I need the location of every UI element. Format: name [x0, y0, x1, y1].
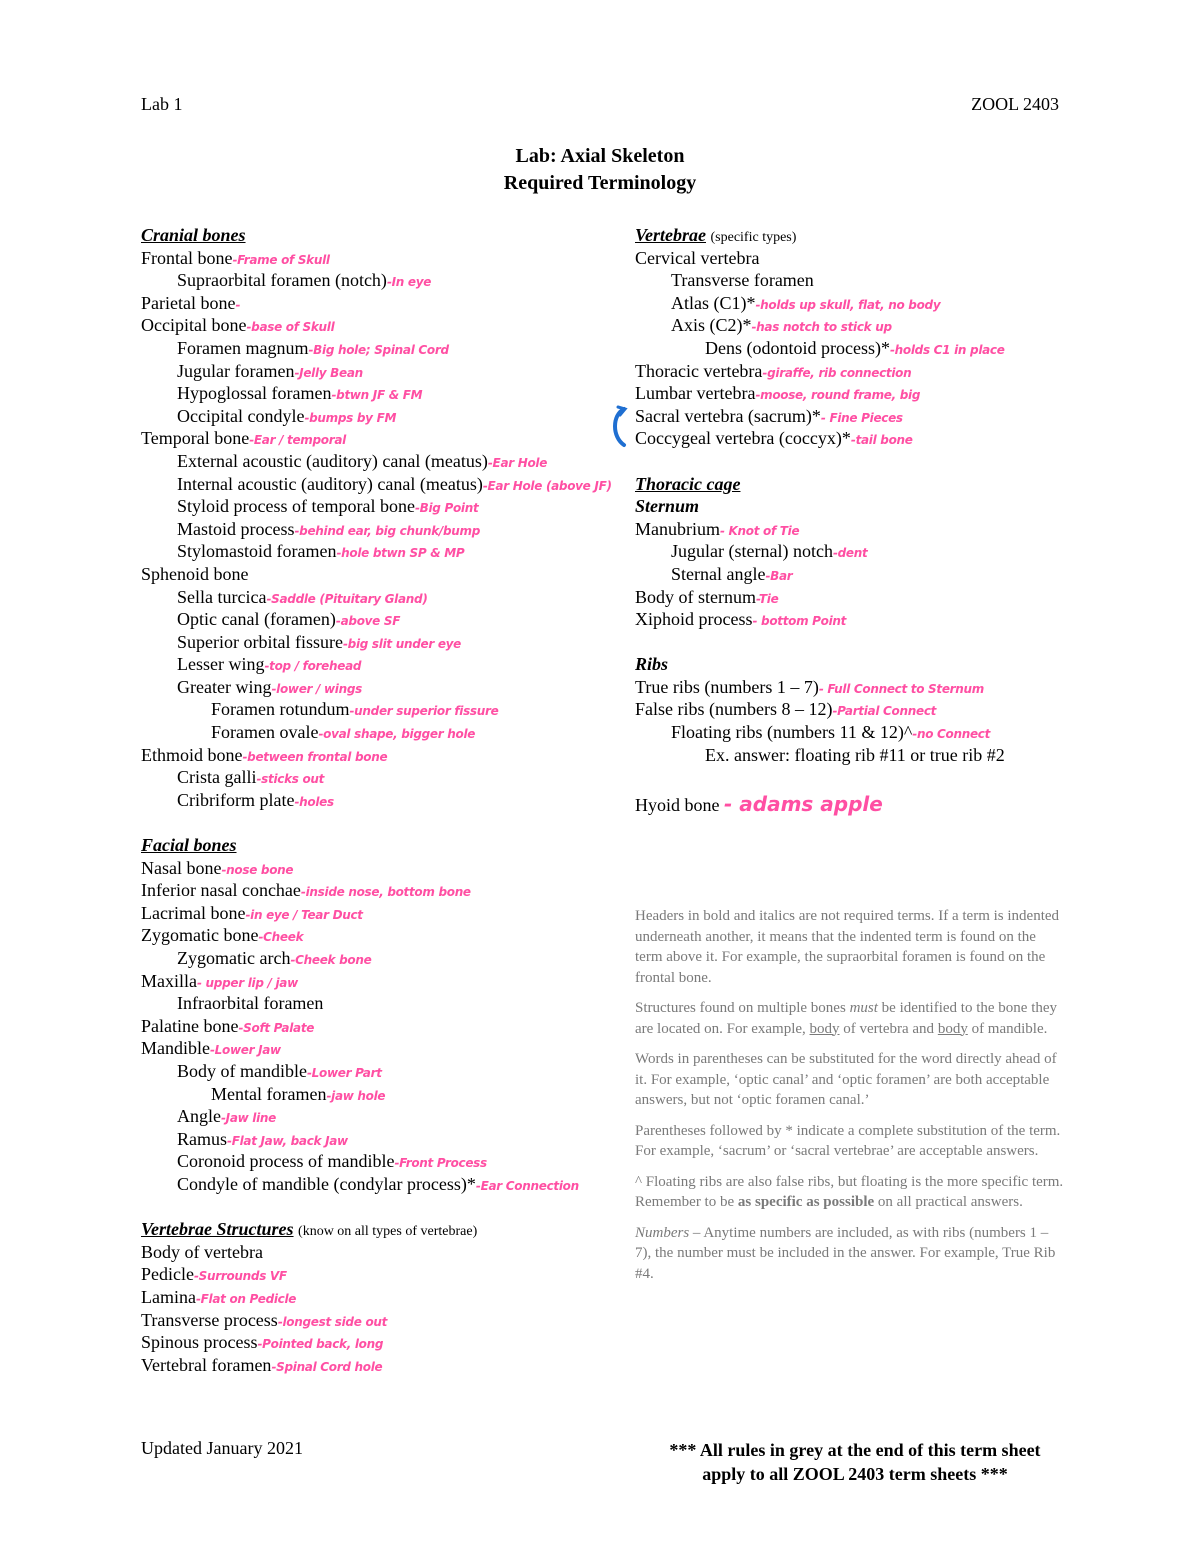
- annotation: - adams apple: [724, 791, 883, 816]
- term-jugular-foramen: Jugular foramen-Jelly Bean: [177, 360, 363, 381]
- term-sternal-angle: Sternal angle-Bar: [671, 563, 793, 584]
- annotation: -Jelly Bean: [294, 365, 363, 380]
- section-thoracic-cage: Thoracic cage: [635, 473, 741, 494]
- term-coccygeal: Coccygeal vertebra (coccyx)*-tail bone: [635, 428, 913, 449]
- annotation: -base of Skull: [246, 320, 335, 335]
- annotation: -Ear Connection: [475, 1178, 579, 1193]
- annotation: -bumps by FM: [304, 410, 397, 425]
- term-dens: Dens (odontoid process)*-holds C1 in place: [705, 337, 1005, 358]
- term-atlas: Atlas (C1)*-holds up skull, flat, no body: [671, 292, 941, 313]
- annotation: -has notch to stick up: [751, 320, 892, 335]
- annotation: -big slit under eye: [342, 636, 462, 651]
- rule-parentheses: Words in parentheses can be substituted for the word directly ahead of it. For example, ‘optic canal’ and ‘optic foramen’ are both acceptable answers, but not ‘optic foramen canal.’: [635, 1051, 1057, 1108]
- term-superior-orbital: Superior orbital fissure-big slit under eye: [177, 631, 462, 652]
- annotation: -: [235, 297, 241, 312]
- term-parietal: Parietal bone-: [141, 292, 241, 313]
- term-axis: Axis (C2)*-has notch to stick up: [671, 315, 892, 336]
- term-body-of-mandible: Body of mandible-Lower Part: [177, 1060, 382, 1081]
- term-zygomatic-arch: Zygomatic arch-Cheek bone: [177, 948, 372, 968]
- term-transverse-process: Transverse process-longest side out: [141, 1309, 388, 1330]
- annotation: -Flat on Pedicle: [195, 1291, 297, 1306]
- annotation: -Big hole; Spinal Cord: [308, 342, 449, 357]
- term-occipital-condyle: Occipital condyle-bumps by FM: [177, 405, 397, 426]
- term-styloid: Styloid process of temporal bone-Big Point: [177, 496, 479, 517]
- annotation: -Cheek bone: [290, 953, 372, 967]
- term-coronoid: Coronoid process of mandible-Front Process: [177, 1151, 487, 1172]
- term-supraorbital: Supraorbital foramen (notch)-In eye: [177, 270, 432, 291]
- curved-arrow-icon: [610, 405, 630, 449]
- term-greater-wing: Greater wing-lower / wings: [177, 676, 362, 697]
- header-lab: Lab 1: [141, 94, 183, 114]
- term-external-acoustic: External acoustic (auditory) canal (meatus)-Ear Hole: [177, 450, 548, 471]
- term-cervical: Cervical vertebra: [635, 247, 760, 268]
- annotation: -jaw hole: [326, 1088, 386, 1103]
- annotation: -hole btwn SP & MP: [336, 546, 465, 561]
- annotation: -between frontal bone: [242, 749, 388, 764]
- annotation: -Surrounds VF: [193, 1269, 287, 1284]
- annotation: -Ear Hole (above JF): [482, 478, 612, 493]
- annotation: -giraffe, rib connection: [762, 365, 912, 380]
- term-thoracic-vertebra: Thoracic vertebra-giraffe, rib connection: [635, 360, 912, 381]
- annotation: -Partial Connect: [832, 704, 937, 719]
- term-foramen-ovale: Foramen ovale-oval shape, bigger hole: [211, 722, 476, 743]
- annotation: -Lower Jaw: [210, 1043, 281, 1058]
- annotation: -oval shape, bigger hole: [318, 727, 476, 742]
- annotation: -above SF: [335, 614, 401, 629]
- rule-floating: ^ Floating ribs are also false ribs, but floating is the more specific term. Remember to be as specific as possible on all practical answers.: [635, 1173, 1064, 1210]
- annotation: -Bar: [765, 568, 793, 583]
- rules-block: [635, 906, 1065, 1294]
- term-angle: Angle-Jaw line: [177, 1106, 277, 1127]
- term-cribriform: Cribriform plate-holes: [177, 789, 334, 810]
- section-vertebrae-structures: Vertebrae Structures (know on all types of vertebrae): [141, 1219, 478, 1240]
- term-spinous-process: Spinous process-Pointed back, long: [141, 1332, 384, 1353]
- term-internal-acoustic: Internal acoustic (auditory) canal (meatus)-Ear Hole (above JF): [177, 473, 612, 494]
- term-jugular-notch: Jugular (sternal) notch-dent: [671, 541, 868, 562]
- term-mental-foramen: Mental foramen-jaw hole: [211, 1083, 386, 1104]
- term-temporal: Temporal bone-Ear / temporal: [141, 428, 346, 449]
- annotation: -btwn JF & FM: [331, 388, 423, 403]
- annotation: -Front Process: [394, 1156, 487, 1171]
- ribs-example: Ex. answer: floating rib #11 or true rib #2: [705, 744, 1005, 765]
- term-condyle-mandible: Condyle of mandible (condylar process)*-Ear Connection: [177, 1173, 579, 1194]
- annotation: -holds C1 in place: [889, 342, 1005, 357]
- page-title: Lab: Axial Skeleton: [515, 145, 685, 167]
- term-vertebral-foramen: Vertebral foramen-Spinal Cord hole: [141, 1354, 383, 1375]
- subsection-ribs: Ribs: [635, 654, 669, 675]
- term-body-of-vertebra: Body of vertebra: [141, 1241, 263, 1262]
- annotation: -Cheek: [258, 930, 304, 945]
- rule-asterisk: Parentheses followed by * indicate a complete substitution of the term. For example, ‘sacrum’ or ‘sacral vertebrae’ are acceptable answers.: [635, 1122, 1061, 1159]
- header-course: ZOOL 2403: [971, 94, 1059, 114]
- annotation: -dent: [832, 546, 868, 561]
- term-crista-galli: Crista galli-sticks out: [177, 767, 325, 788]
- term-sacral: Sacral vertebra (sacrum)*- Fine Pieces: [635, 405, 903, 426]
- annotation: -behind ear, big chunk/bump: [294, 523, 480, 538]
- left-column: [141, 224, 621, 1376]
- term-frontal: Frontal bone-Frame of Skull: [141, 247, 330, 268]
- term-ethmoid: Ethmoid bone-between frontal bone: [141, 744, 388, 765]
- term-maxilla: Maxilla- upper lip / jaw: [141, 970, 298, 991]
- annotation: -Jaw line: [221, 1111, 277, 1126]
- term-false-ribs: False ribs (numbers 8 – 12)-Partial Connect: [635, 699, 937, 720]
- term-hypoglossal: Hypoglossal foramen-btwn JF & FM: [177, 383, 423, 404]
- term-lesser-wing: Lesser wing-top / forehead: [177, 654, 362, 675]
- term-body-of-sternum: Body of sternum-Tie: [635, 586, 779, 607]
- term-nasal: Nasal bone-nose bone: [141, 857, 294, 878]
- annotation: -in eye / Tear Duct: [245, 907, 363, 922]
- term-sphenoid: Sphenoid bone: [141, 563, 249, 584]
- term-foramen-magnum: Foramen magnum-Big hole; Spinal Cord: [177, 337, 449, 358]
- annotation: -holds up skull, flat, no body: [755, 297, 941, 312]
- footer-updated: Updated January 2021: [141, 1438, 303, 1458]
- term-manubrium: Manubrium- Knot of Tie: [635, 518, 800, 539]
- annotation: - Fine Pieces: [820, 410, 903, 425]
- annotation: -Tie: [756, 591, 779, 606]
- term-transverse-foramen: Transverse foramen: [671, 270, 814, 291]
- annotation: - upper lip / jaw: [197, 975, 298, 990]
- subsection-sternum: Sternum: [635, 496, 700, 517]
- annotation: -longest side out: [277, 1314, 388, 1329]
- term-zygomatic: Zygomatic bone-Cheek: [141, 925, 304, 946]
- term-nasal-conchae: Inferior nasal conchae-inside nose, bottom bone: [141, 880, 471, 901]
- annotation: - Full Connect to Sternum: [818, 681, 984, 696]
- annotation: -tail bone: [850, 433, 913, 448]
- term-infraorbital: Infraorbital foramen: [177, 993, 324, 1014]
- term-pedicle: Pedicle-Surrounds VF: [141, 1264, 287, 1285]
- annotation: -Soft Palate: [238, 1020, 315, 1035]
- annotation: -lower / wings: [271, 681, 362, 696]
- annotation: -holes: [294, 794, 334, 809]
- annotation: -sticks out: [256, 772, 325, 787]
- term-lacrimal: Lacrimal bone-in eye / Tear Duct: [141, 902, 363, 923]
- term-palatine: Palatine bone-Soft Palate: [141, 1015, 315, 1036]
- annotation: -top / forehead: [264, 659, 362, 674]
- annotation: -Saddle (Pituitary Gland): [266, 591, 428, 606]
- term-hyoid: Hyoid bone - adams apple: [635, 791, 883, 816]
- annotation: - Knot of Tie: [720, 523, 800, 538]
- term-occipital: Occipital bone-base of Skull: [141, 315, 335, 336]
- term-optic-canal: Optic canal (foramen)-above SF: [177, 609, 401, 630]
- annotation: -nose bone: [221, 862, 294, 877]
- term-lamina: Lamina-Flat on Pedicle: [141, 1286, 297, 1307]
- section-facial-heading: Facial bones: [141, 835, 237, 856]
- term-floating-ribs: Floating ribs (numbers 11 & 12)^-no Connect: [671, 722, 991, 743]
- rule-multiple-bones: Structures found on multiple bones must be identified to the bone they are located on. For example, body of vertebra and body of mandible.: [635, 1000, 1058, 1037]
- right-column: [635, 224, 1075, 819]
- annotation: -no Connect: [912, 727, 991, 742]
- term-ramus: Ramus-Flat Jaw, back Jaw: [177, 1128, 348, 1149]
- term-true-ribs: True ribs (numbers 1 – 7)- Full Connect to Sternum: [635, 676, 984, 697]
- annotation: - bottom Point: [752, 614, 847, 629]
- rule-numbers: Numbers – Anytime numbers are included, as with ribs (numbers 1 – 7), the number must be included in the answer. For example, True Rib #4.: [635, 1224, 1056, 1282]
- section-vertebrae-heading: Vertebrae (specific types): [635, 225, 797, 245]
- term-foramen-rotundum: Foramen rotundum-under superior fissure: [211, 699, 499, 720]
- annotation: -moose, round frame, big: [755, 388, 921, 403]
- term-lumbar: Lumbar vertebra-moose, round frame, big: [635, 383, 921, 404]
- annotation: -Flat Jaw, back Jaw: [227, 1133, 348, 1148]
- footer-note: *** All rules in grey at the end of this term sheet apply to all ZOOL 2403 term sheets ***: [669, 1440, 1041, 1484]
- annotation: -Pointed back, long: [257, 1337, 384, 1352]
- annotation: -Big Point: [414, 501, 479, 516]
- section-cranial-heading: Cranial bones: [141, 225, 246, 245]
- page-subtitle: Required Terminology: [503, 172, 697, 194]
- annotation: -In eye: [386, 275, 432, 290]
- annotation: -Ear Hole: [487, 455, 548, 470]
- annotation: -Lower Part: [306, 1065, 382, 1080]
- term-mastoid: Mastoid process-behind ear, big chunk/bump: [177, 518, 480, 539]
- annotation: -Frame of Skull: [232, 252, 330, 267]
- annotation: -under superior fissure: [349, 704, 499, 719]
- annotation: -inside nose, bottom bone: [300, 885, 471, 900]
- term-mandible: Mandible-Lower Jaw: [141, 1038, 281, 1059]
- rule-headers: Headers in bold and italics are not required terms. If a term is indented underneath another, it means that the indented term is found on the term above it. For example, the supraorbital foramen is found on the frontal bone.: [635, 908, 1060, 986]
- term-stylomastoid: Stylomastoid foramen-hole btwn SP & MP: [177, 541, 465, 562]
- term-sella-turcica: Sella turcica-Saddle (Pituitary Gland): [177, 586, 428, 607]
- annotation: -Spinal Cord hole: [271, 1359, 383, 1374]
- term-xiphoid: Xiphoid process- bottom Point: [635, 609, 847, 630]
- annotation: -Ear / temporal: [249, 433, 346, 448]
